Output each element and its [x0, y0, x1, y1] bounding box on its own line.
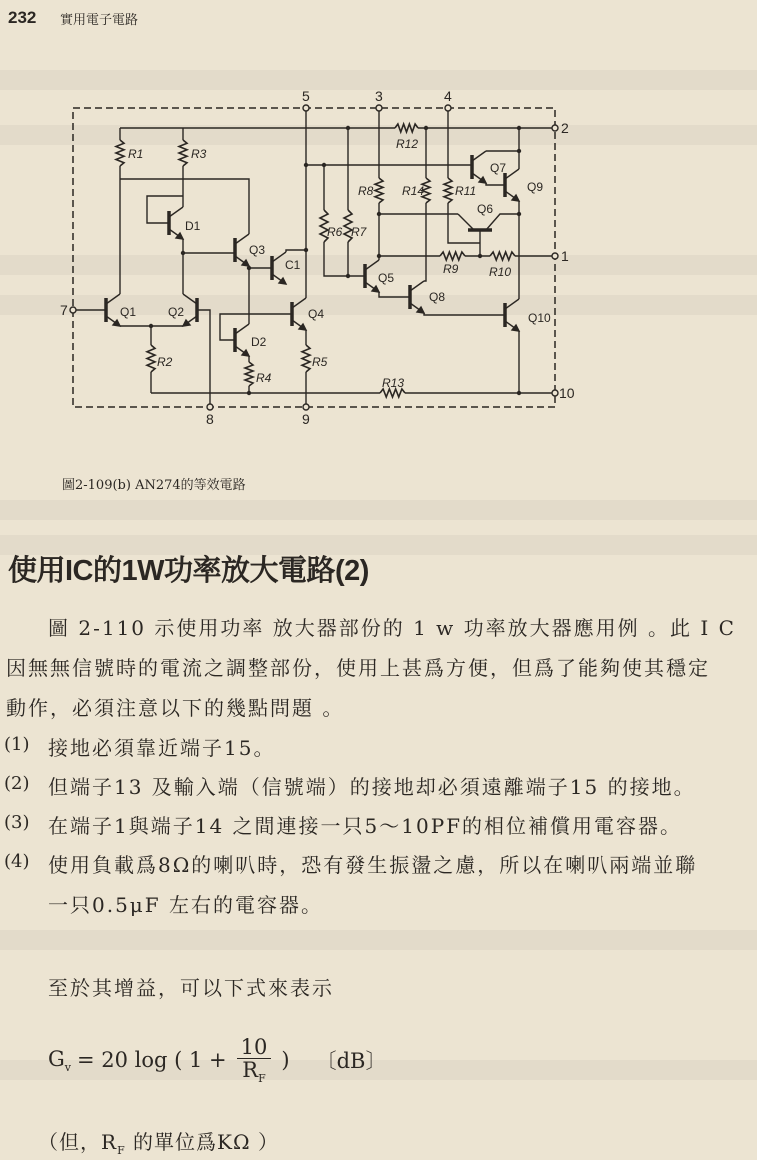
- junction-dot: [322, 163, 326, 167]
- page-number: 232: [8, 8, 37, 27]
- resistor-R10: [490, 252, 515, 260]
- section-heading: 使用IC的1W功率放大電路(2): [8, 555, 369, 587]
- resistor-R8: [375, 178, 383, 203]
- label-pin8: 8: [206, 411, 214, 427]
- list-item-number: (2): [4, 773, 30, 794]
- label-R4: R4: [256, 371, 272, 385]
- resistor-R12: [395, 124, 418, 132]
- label-R1: R1: [128, 147, 144, 161]
- formula-fraction: [237, 1036, 272, 1085]
- terminal: [303, 404, 309, 410]
- label-C1: C1: [285, 258, 301, 272]
- resistor-R3: [179, 140, 187, 166]
- junction-dot: [517, 126, 521, 130]
- label-R9: R9: [443, 262, 459, 276]
- label-R12: R12: [396, 137, 419, 151]
- wire: [286, 250, 306, 252]
- gain-formula: [48, 1036, 386, 1085]
- wire: [424, 313, 505, 315]
- figure-caption: 圖2-109(b) AN274的等效電路: [62, 478, 246, 493]
- resistor-R13: [380, 389, 405, 397]
- label-R3: R3: [191, 147, 207, 161]
- label-Q1: Q1: [120, 305, 137, 319]
- label-R13: R13: [382, 376, 405, 390]
- label-pin10: 10: [559, 385, 575, 401]
- label-R8: R8: [358, 184, 374, 198]
- label-Q2: Q2: [168, 305, 185, 319]
- label-pin1: 1: [561, 248, 569, 264]
- list-item: 使用負載爲8Ω的喇叭時，恐有發生振盪之慮，所以在喇叭兩端並聯: [48, 853, 698, 877]
- label-R2: R2: [157, 355, 173, 369]
- transistor-Q9-collector: [505, 169, 519, 179]
- wire: [448, 203, 480, 243]
- terminal: [552, 390, 558, 396]
- formula-close: ): [281, 1048, 290, 1073]
- junction-dot: [346, 126, 350, 130]
- resistor-R9: [440, 252, 465, 260]
- junction-dot: [247, 391, 251, 395]
- label-R10: R10: [489, 265, 512, 279]
- transistor-Q7-collector: [472, 151, 486, 161]
- Q6-emitter: [486, 214, 519, 230]
- label-R11: R11: [455, 184, 477, 198]
- transistor-Q3-collector: [235, 234, 249, 244]
- terminal: [552, 253, 558, 259]
- label-pin2: 2: [561, 120, 569, 136]
- formula-unit: 〔dB〕: [315, 1049, 387, 1074]
- label-Q10: Q10: [528, 311, 551, 325]
- equivalent-circuit-diagram: [0, 0, 757, 440]
- resistor-R2: [147, 345, 155, 372]
- label-Q8: Q8: [429, 290, 446, 304]
- paragraph-line: 動作，必須注意以下的幾點問題 。: [6, 696, 345, 720]
- Q6-collector: [458, 214, 474, 230]
- resistor-R11: [444, 178, 452, 203]
- junction-dot: [304, 163, 308, 167]
- label-Q9: Q9: [527, 180, 544, 194]
- label-R5: R5: [312, 355, 328, 369]
- paragraph-line: 因無無信號時的電流之調整部份，使用上甚爲方便，但爲了能夠使其穩定: [6, 656, 710, 680]
- resistor-R1: [116, 140, 124, 166]
- wire: [324, 242, 365, 276]
- junction-dot: [346, 274, 350, 278]
- wire: [379, 292, 410, 297]
- label-R6: R6: [327, 225, 343, 239]
- fraction-numerator: 10: [237, 1036, 272, 1059]
- wire: [486, 183, 505, 185]
- label-D2: D2: [251, 335, 267, 349]
- list-item: 在端子1與端子14 之間連接一只5～10PF的相位補償用電容器。: [48, 814, 683, 838]
- terminal: [207, 404, 213, 410]
- transistor-Q4-collector: [292, 298, 306, 308]
- transistor-Q8-collector: [410, 281, 424, 291]
- label-R7: R7: [351, 225, 367, 239]
- terminal: [303, 105, 309, 111]
- list-item-continuation: 一只0.5μF 左右的電容器。: [48, 893, 324, 917]
- terminal: [376, 105, 382, 111]
- wire: [147, 196, 183, 223]
- junction-dot: [377, 212, 381, 216]
- label-D1: D1: [185, 219, 201, 233]
- label-pin9: 9: [302, 411, 310, 427]
- gain-intro: 至於其增益，可以下式來表示: [48, 976, 334, 1000]
- label-pin3: 3: [375, 88, 383, 104]
- list-item: 但端子13 及輸入端（信號端）的接地却必須遠離端子15 的接地。: [48, 775, 696, 799]
- list-item-number: (4): [4, 851, 30, 872]
- capacitor-C1-collector: [272, 252, 286, 262]
- paragraph-line: 圖 2-110 示使用功率 放大器部份的 1 w 功率放大器應用例 。此 I C: [48, 616, 736, 640]
- transistor-Q10-collector: [505, 299, 519, 309]
- junction-dot: [181, 251, 185, 255]
- terminal: [70, 307, 76, 313]
- label-Q6: Q6: [477, 202, 494, 216]
- fraction-denominator: $R_F$: [242, 1058, 266, 1086]
- transistor-Q2-collector: [183, 294, 197, 304]
- junction-dot: [517, 391, 521, 395]
- terminal: [445, 105, 451, 111]
- list-item-number: (3): [4, 812, 30, 833]
- formula-note: （但，$R_F$ 的單位爲KΩ ）: [38, 1130, 279, 1157]
- label-pin7: 7: [60, 302, 68, 318]
- label-Q7: Q7: [490, 161, 507, 175]
- list-item: 接地必須靠近端子15。: [48, 736, 276, 760]
- label-Q3: Q3: [249, 243, 266, 257]
- formula-body: = 20 log ( 1 +: [77, 1048, 227, 1073]
- resistor-R5: [302, 345, 310, 372]
- diode-D2-collector: [235, 324, 249, 334]
- label-R14: R14: [402, 184, 425, 198]
- running-header-title: 實用電子電路: [60, 13, 139, 28]
- label-Q4: Q4: [308, 307, 325, 321]
- list-item-number: (1): [4, 734, 30, 755]
- label-Q5: Q5: [378, 271, 395, 285]
- terminal: [552, 125, 558, 131]
- transistor-Q5-collector: [365, 260, 379, 270]
- label-pin5: 5: [302, 88, 310, 104]
- diode-D1-collector: [169, 207, 183, 217]
- resistor-R4: [245, 362, 253, 386]
- transistor-Q1-collector: [106, 294, 120, 304]
- label-pin4: 4: [444, 88, 452, 104]
- formula-lhs: $G_v$: [48, 1046, 71, 1074]
- junction-dot: [424, 126, 428, 130]
- junction-dot: [377, 254, 381, 258]
